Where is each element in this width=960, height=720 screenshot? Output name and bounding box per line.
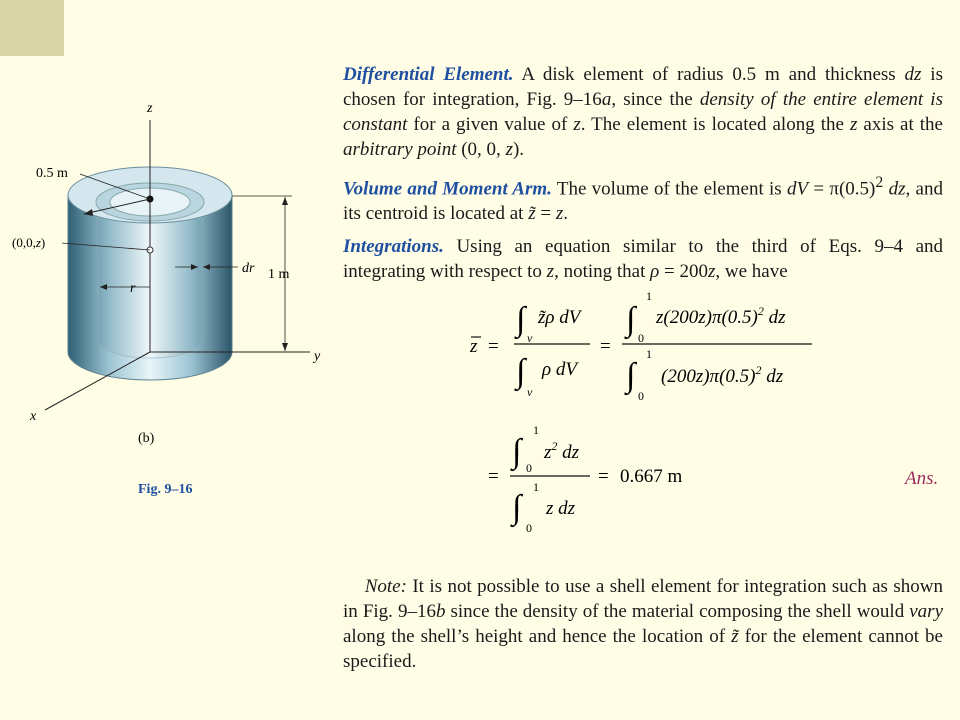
svg-text:z(200z)π(0.5)2 dz: $z(200z)\pi(0.5)^2$ dz	[656, 304, 786, 328]
svg-text:ρ dV: ρ dV	[542, 359, 577, 380]
svg-text:z2 dz: $z^2$ dz	[544, 439, 580, 463]
svg-text:∫: ∫	[516, 353, 526, 390]
svg-text:∫: ∫	[516, 301, 526, 338]
svg-text:0: 0	[638, 331, 644, 345]
point-label: (0,0,z)	[12, 235, 46, 250]
r-label: r	[130, 281, 136, 296]
paragraph-volume-moment-arm: Volume and Moment Arm. The volume of the element is dV = $\pi(0.5)^2$ dz, and its centroid is located at z̃ = z.	[343, 174, 943, 225]
svg-text:z dz: z dz	[546, 498, 576, 519]
svg-text:1: 1	[646, 347, 652, 361]
height-label: 1 m	[268, 267, 290, 282]
figure-caption: Fig. 9–16	[138, 482, 193, 497]
corner-block	[0, 0, 64, 56]
svg-text:0: 0	[638, 389, 644, 403]
svg-text:(200z)π(0.5)2 dz: $(200z)\pi(0.5)^2$ dz	[661, 363, 784, 387]
text-column	[343, 62, 943, 292]
svg-text:=: =	[488, 336, 499, 357]
svg-text:v: v	[527, 331, 533, 345]
svg-text:0.667 m: 0.667 m	[620, 466, 683, 487]
note-paragraph: Note: It is not possible to use a shell element for integration such as shown in Fig. 9–16b since the density of the material composing the shell would vary along the shell’s height and hence the location of z̃ for the element cannot be specified.	[343, 576, 944, 672]
heading-volume-moment-arm: Volume and Moment Arm.	[343, 178, 552, 200]
paragraph-integrations: Integrations. Using an equation similar to the third of Eqs. 9–4 and integrating with respect to z, noting that ρ = 200z, we have	[343, 236, 943, 283]
subfigure-label: (b)	[138, 431, 155, 446]
svg-text:z̃ρ dV: z̃ρ dV	[538, 307, 581, 328]
axis-x-label: x	[30, 409, 37, 424]
centroid-equation	[340, 282, 940, 544]
svg-text:∫: ∫	[626, 301, 636, 338]
svg-text:=: =	[600, 336, 611, 357]
heading-differential-element: Differential Element.	[343, 64, 514, 85]
svg-text:∫: ∫	[626, 357, 636, 394]
answer-label: Ans.	[905, 468, 939, 489]
svg-text:1: 1	[533, 480, 539, 494]
svg-text:1: 1	[533, 423, 539, 437]
svg-text:=: =	[488, 466, 499, 487]
svg-text:0: 0	[526, 521, 532, 535]
svg-text:∫: ∫	[512, 489, 522, 526]
svg-text:0: 0	[526, 461, 532, 475]
svg-text:z: z	[470, 336, 478, 357]
svg-text:=: =	[598, 466, 609, 487]
heading-integrations: Integrations.	[343, 236, 444, 258]
cylinder-figure	[0, 56, 340, 516]
paragraph-differential-element: Differential Element. A disk element of radius 0.5 m and thickness dz is chosen for integration, Fig. 9–16a, since the density of the entire element is constant for a given value of z. The element is located along the z axis at the arbitrary point (0, 0, z).	[343, 64, 943, 160]
svg-text:1: 1	[646, 289, 652, 303]
axis-y-label: y	[314, 349, 321, 364]
svg-text:v: v	[527, 385, 533, 399]
svg-text:∫: ∫	[512, 433, 522, 470]
radius-label: 0.5 m	[36, 166, 68, 181]
axis-z-label: z	[147, 101, 153, 116]
dr-label: dr	[242, 261, 255, 276]
